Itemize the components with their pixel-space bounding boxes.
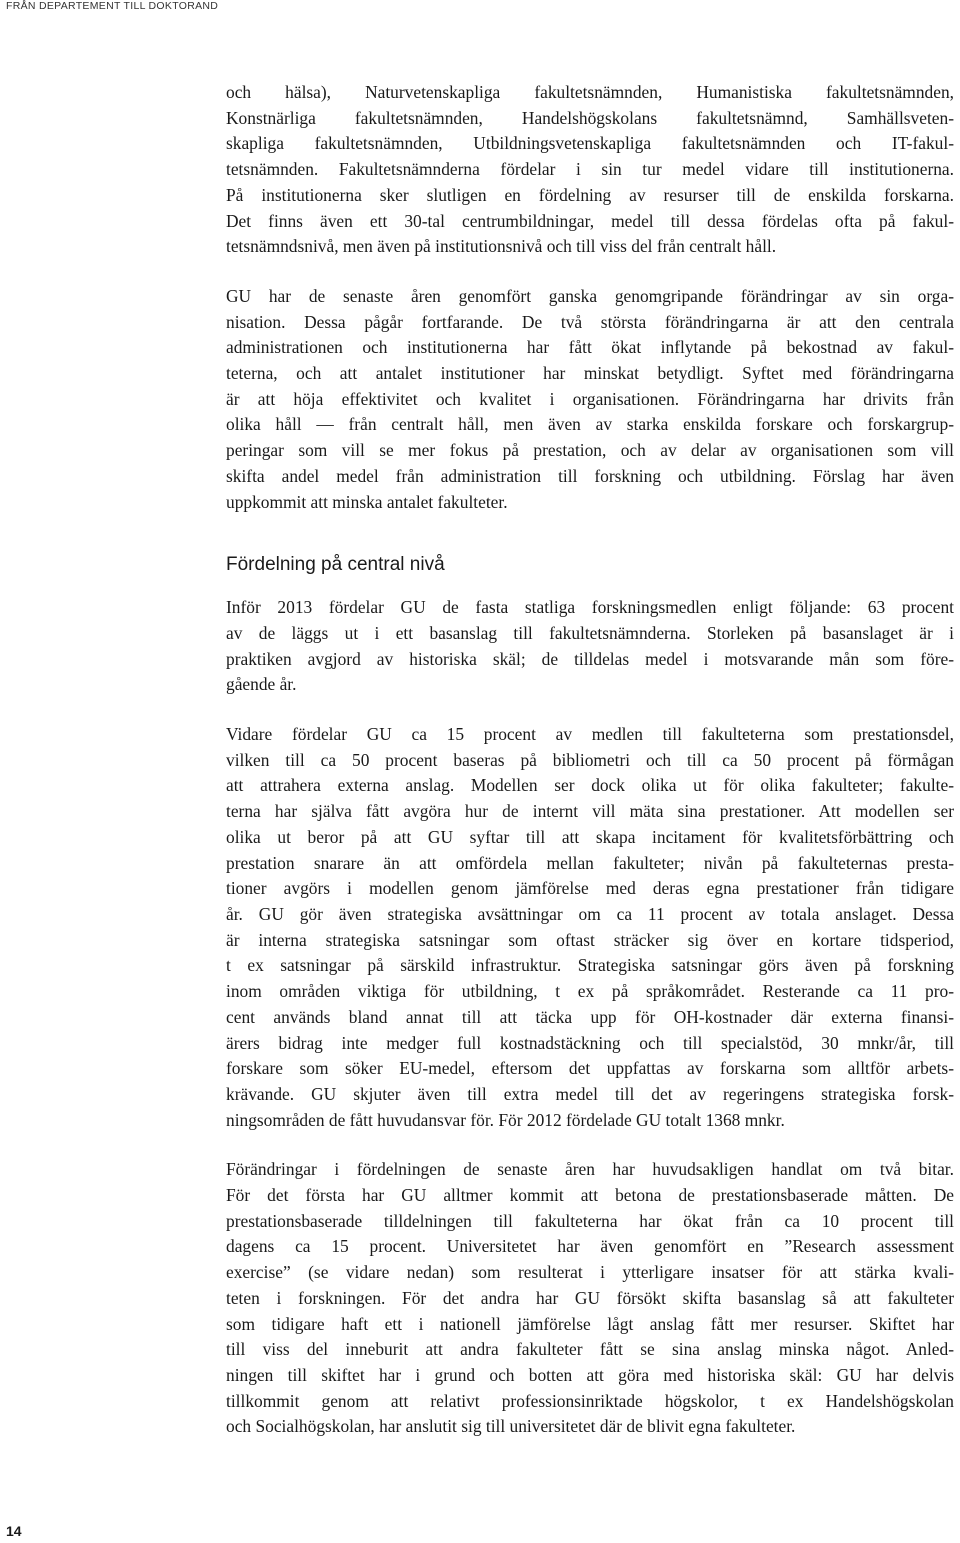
text-line: tillkommit genom att relativt professionsinriktade högskolor, t ex Handelshögskolan — [226, 1390, 954, 1411]
text-line: På institutionerna sker slutligen en fördelning av resurser till de enskilda forskarna. — [226, 184, 954, 205]
text-line: ärers bidrag inte medger full kostnadstäckning och till specialstöd, 30 mnkr/år, till — [226, 1032, 954, 1053]
text-line: teten i forskningen. För det andra har GU försökt skifta basanslag så att fakulteter — [226, 1287, 954, 1308]
paragraph-allocation-changes — [226, 1157, 954, 1440]
text-line: tetsnämndsnivå, men även på institutionsnivå och till viss del från centralt håll. — [226, 236, 777, 257]
text-line: tioner avgörs i modellen genom jämförelse med deras egna prestationer från tidigare — [226, 878, 954, 899]
text-line: Förändringar i fördelningen de senaste åren har huvudsakligen handlat om två bitar. — [226, 1159, 954, 1180]
text-line: ningsområden de fått huvudansvar för. För 2012 fördelade GU totalt 1368 mnkr. — [226, 1109, 785, 1130]
text-line: skapliga fakultetsnämnden, Utbildningsvetenskapliga fakultetsnämnden och IT-fakul- — [226, 133, 954, 154]
text-line: uppkommit att minska antalet fakulteter. — [226, 491, 508, 512]
text-line: GU har de senaste åren genomfört ganska genomgripande förändringar av sin orga- — [226, 285, 954, 306]
text-line: vilken till ca 50 procent baseras på bibliometri och till ca 50 procent på förmågan — [226, 749, 954, 770]
text-line: till viss del inneburit att andra fakulteter fått se sina anslag minska något. Anled- — [226, 1339, 954, 1360]
text-line: och hälsa), Naturvetenskapliga fakultetsnämnden, Humanistiska fakultetsnämnden, — [226, 82, 954, 102]
text-line: tetsnämnden. Fakultetsnämnderna fördelar i sin tur medel vidare till institutionerna. — [226, 159, 954, 180]
text-line: att attrahera externa anslag. Modellen ser dock olika ut för olika fakulteter; fakulte- — [226, 775, 954, 796]
text-line: som tidigare haft ett i nationell jämförelse lågt anslag fått mer resurser. Skiftet har — [226, 1313, 954, 1334]
paragraph-performance-allocation — [226, 722, 954, 1133]
paragraph-organisational-changes — [226, 284, 954, 515]
text-line: prestation snarare än att omfördela mellan fakulteter; nivån på fakulteternas presta- — [226, 852, 954, 873]
text-line: krävande. GU skjuter även till extra medel till det av regeringens strategiska forsk- — [226, 1083, 954, 1104]
text-line: skifta andel medel från administration till forskning och utbildning. Förslag har även — [226, 465, 954, 486]
section-heading: Fördelning på central nivå — [226, 554, 445, 576]
text-line: gående år. — [226, 674, 297, 695]
text-line: nisation. Dessa pågår fortfarande. De två största förändringarna är att den centrala — [226, 311, 954, 332]
text-line: Konstnärliga fakultetsnämnden, Handelshögskolans fakultetsnämnd, Samhällsveten- — [226, 107, 954, 128]
text-line: olika ut beror på att GU syftar till att skapa incitament för kvalitetsförbättring och — [226, 826, 954, 847]
text-line: t ex satsningar på särskild infrastruktur. Strategiska satsningar görs även på forskning — [226, 955, 954, 976]
text-line: Vidare fördelar GU ca 15 procent av medlen till fakulteterna som prestationsdel, — [226, 724, 954, 745]
text-line: cent används bland annat till att täcka upp för OH-kostnader där externa finansi- — [226, 1006, 954, 1027]
text-line: av de läggs ut i ett basanslag till fakultetsnämnderna. Storleken på basanslaget är i — [226, 622, 954, 643]
text-line: administrationen och institutionerna har fått ökat inflytande på bekostnad av fakul- — [226, 337, 954, 358]
text-line: Det finns även ett 30-tal centrumbildningar, medel till dessa fördelas ofta på fakul- — [226, 210, 954, 231]
text-line: olika håll — från centralt håll, men även av starka enskilda forskare och forskargrup- — [226, 414, 954, 435]
text-line: teterna, och att antalet institutioner har minskat betydligt. Syftet med förändringarna — [226, 363, 954, 384]
page-number: 14 — [0, 1520, 40, 1543]
text-line: prestationsbaserade tilldelningen till fakulteterna har ökat från ca 10 procent till — [226, 1210, 954, 1231]
text-line: peringar som vill se mer fokus på prestation, och av delar av organisationen som vill — [226, 440, 954, 461]
text-line: forskare som söker EU-medel, eftersom det uppfattas av forskarna som alltför arbets- — [226, 1058, 954, 1079]
text-line: Inför 2013 fördelar GU de fasta statliga forskningsmedlen enligt följande: 63 procent — [226, 597, 954, 618]
running-header: FRÅN DEPARTEMENT TILL DOKTORAND — [6, 0, 219, 12]
text-line: och Socialhögskolan, har anslutit sig till universitetet där de blivit egna fakulteter. — [226, 1416, 796, 1437]
text-line: terna har själva fått avgöra hur de internt vill mäta sina prestationer. Att modellen ser — [226, 801, 954, 822]
text-line: är interna strategiska satsningar som oftast sträcker sig över en kortare tidsperiod, — [226, 929, 954, 950]
text-line: För det första har GU alltmer kommit att betona de prestationsbaserade måtten. De — [226, 1185, 954, 1206]
text-line: år. GU gör även strategiska avsättningar om ca 11 procent av totala anslaget. Dessa — [226, 903, 954, 924]
text-line: praktiken avgjord av historiska skäl; de tilldelas medel i motsvarande mån som före- — [226, 648, 954, 669]
text-line: ningen till skiftet har i grund och botten att göra med historiska skäl: GU har delvis — [226, 1364, 954, 1385]
page-content — [226, 80, 954, 1464]
paragraph-base-allocation — [226, 595, 954, 698]
paragraph-faculty-structure — [226, 80, 954, 260]
text-line: inom områden viktiga för utbildning, t ex på språkområdet. Resterande ca 11 pro- — [226, 981, 954, 1002]
text-line: exercise” (se vidare nedan) som resulterat i ytterligare insatser för att stärka kvali- — [226, 1262, 954, 1283]
text-line: dagens ca 15 procent. Universitetet har även genomfört en ”Research assessment — [226, 1236, 954, 1257]
text-line: är att höja effektivitet och kvalitet i organisationen. Förändringarna har drivits från — [226, 388, 954, 409]
